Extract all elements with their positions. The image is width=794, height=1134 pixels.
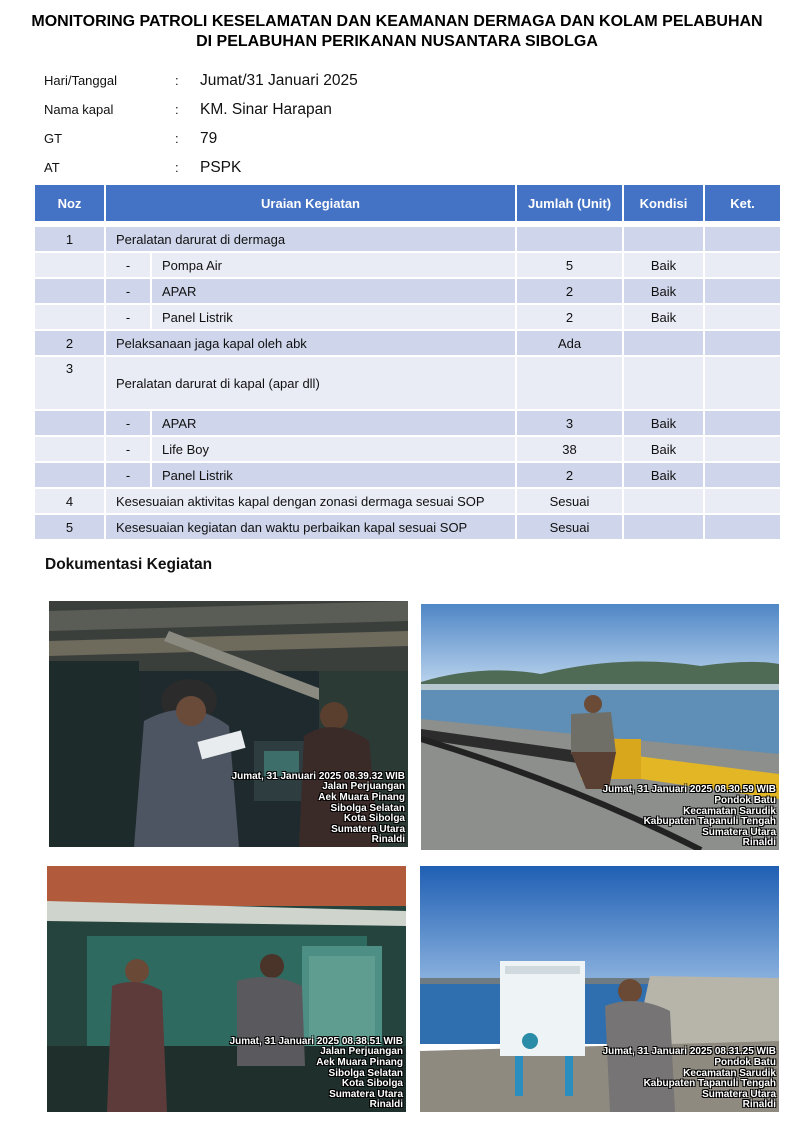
cell-ket (705, 513, 780, 539)
caption-line: Jalan Perjuangan (322, 781, 405, 793)
cell-uraian: APAR (152, 409, 517, 435)
caption-line: Sibolga Selatan (330, 802, 405, 814)
table-row (35, 461, 780, 487)
cell-no (35, 435, 106, 461)
caption-line: Kabupaten Tapanuli Tengah (643, 1078, 776, 1090)
meta-label: GT (44, 131, 63, 146)
caption-line: Aek Muara Pinang (318, 792, 405, 804)
cell-uraian: Panel Listrik (152, 461, 517, 487)
cell-uraian: Kesesuaian aktivitas kapal dengan zonasi dermaga sesuai SOP (106, 487, 517, 513)
meta-colon: : (175, 131, 179, 146)
cell-no: 3 (35, 355, 106, 409)
cell-ket (705, 277, 780, 303)
cell-kondisi: Baik (624, 409, 705, 435)
caption-line: Kota Sibolga (343, 813, 405, 825)
meta-label: AT (44, 160, 60, 175)
cell-uraian: Life Boy (152, 435, 517, 461)
header-no: Noz (35, 185, 106, 221)
caption-line: Jumat, 31 Januari 2025 08.30.59 WIB (602, 784, 776, 796)
table-row (35, 487, 780, 513)
table-row (35, 303, 780, 329)
cell-dash: - (106, 435, 152, 461)
meta-row-ship (44, 95, 544, 124)
photo-caption (230, 1037, 403, 1111)
cell-uraian: Peralatan darurat di dermaga (106, 221, 517, 251)
cell-kondisi: Baik (624, 435, 705, 461)
cell-ket (705, 251, 780, 277)
meta-colon: : (175, 160, 179, 175)
photo-dock-2 (420, 866, 779, 1112)
cell-kondisi (624, 355, 705, 409)
cell-dash: - (106, 303, 152, 329)
caption-line: Sumatera Utara (702, 1088, 776, 1100)
caption-line: Kecamatan Sarudik (683, 1067, 776, 1079)
caption-line: Sibolga Selatan (328, 1067, 403, 1079)
cell-jumlah: Ada (517, 329, 624, 355)
meta-row-gt (44, 124, 544, 153)
caption-line: Jalan Perjuangan (320, 1046, 403, 1058)
cell-uraian: Panel Listrik (152, 303, 517, 329)
cell-ket (705, 409, 780, 435)
caption-line: Rinaldi (742, 837, 776, 849)
meta-row-date (44, 66, 544, 95)
table-header-row (35, 185, 780, 221)
section-title: Dokumentasi Kegiatan (45, 556, 213, 573)
cell-dash: - (106, 251, 152, 277)
cell-jumlah: 3 (517, 409, 624, 435)
meta-value: KM. Sinar Harapan (200, 100, 332, 118)
caption-line: Kota Sibolga (341, 1078, 403, 1090)
cell-ket (705, 221, 780, 251)
cell-no: 1 (35, 221, 106, 251)
caption-line: Jumat, 31 Januari 2025 08.39.32 WIB (231, 770, 405, 782)
cell-jumlah: 2 (517, 461, 624, 487)
caption-line: Kecamatan Sarudik (683, 805, 776, 817)
photo-dock-1 (421, 604, 779, 850)
cell-ket (705, 303, 780, 329)
photo-interior-2 (47, 866, 406, 1112)
cell-dash: - (106, 277, 152, 303)
header-ket: Ket. (705, 185, 780, 221)
meta-label: Hari/Tanggal (44, 73, 117, 88)
meta-label: Nama kapal (44, 102, 114, 117)
table-row (35, 329, 780, 355)
cell-kondisi: Baik (624, 277, 705, 303)
cell-kondisi (624, 513, 705, 539)
cell-no: 5 (35, 513, 106, 539)
cell-kondisi: Baik (624, 461, 705, 487)
cell-kondisi: Baik (624, 251, 705, 277)
cell-jumlah: 2 (517, 303, 624, 329)
cell-no: 2 (35, 329, 106, 355)
cell-no (35, 251, 106, 277)
cell-kondisi (624, 329, 705, 355)
caption-line: Rinaldi (742, 1099, 776, 1111)
activity-table (35, 185, 780, 539)
caption-line: Sumatera Utara (329, 1088, 403, 1100)
cell-uraian: Pompa Air (152, 251, 517, 277)
cell-uraian: Peralatan darurat di kapal (apar dll) (106, 355, 517, 409)
table-row (35, 251, 780, 277)
meta-value: 79 (200, 129, 218, 147)
caption-line: Rinaldi (369, 1099, 403, 1111)
cell-ket (705, 355, 780, 409)
cell-jumlah: 5 (517, 251, 624, 277)
meta-colon: : (175, 102, 179, 117)
caption-line: Jumat, 31 Januari 2025 08.31.25 WIB (602, 1046, 776, 1058)
photo-caption (603, 1047, 776, 1111)
table-row (35, 355, 780, 409)
meta-colon: : (175, 73, 179, 88)
cell-jumlah: 38 (517, 435, 624, 461)
cell-kondisi: Baik (624, 303, 705, 329)
caption-line: Pondok Batu (714, 795, 776, 807)
table-row (35, 409, 780, 435)
title-line-2: DI PELABUHAN PERIKANAN NUSANTARA SIBOLGA (196, 33, 598, 50)
caption-line: Jumat, 31 Januari 2025 08.38.51 WIB (229, 1035, 403, 1047)
meta-value: PSPK (200, 158, 242, 176)
title-line-1: MONITORING PATROLI KESELAMATAN DAN KEAMANAN DERMAGA DAN KOLAM PELABUHAN (31, 13, 763, 30)
cell-uraian: Pelaksanaan jaga kapal oleh abk (106, 329, 517, 355)
cell-uraian: Kesesuaian kegiatan dan waktu perbaikan kapal sesuai SOP (106, 513, 517, 539)
photo-caption (603, 785, 776, 849)
cell-kondisi (624, 487, 705, 513)
cell-no (35, 303, 106, 329)
cell-jumlah (517, 355, 624, 409)
cell-kondisi (624, 221, 705, 251)
caption-line: Rinaldi (371, 834, 405, 846)
table-row (35, 513, 780, 539)
cell-ket (705, 435, 780, 461)
cell-jumlah (517, 221, 624, 251)
table-row (35, 435, 780, 461)
cell-jumlah: Sesuai (517, 487, 624, 513)
cell-ket (705, 329, 780, 355)
cell-jumlah: Sesuai (517, 513, 624, 539)
meta-value: Jumat/31 Januari 2025 (200, 71, 358, 89)
photo-interior-1 (49, 601, 408, 847)
caption-line: Sumatera Utara (331, 823, 405, 835)
cell-no (35, 277, 106, 303)
caption-line: Sumatera Utara (702, 826, 776, 838)
cell-no (35, 409, 106, 435)
caption-line: Kabupaten Tapanuli Tengah (643, 816, 776, 828)
header-jumlah: Jumlah (Unit) (517, 185, 624, 221)
header-kondisi: Kondisi (624, 185, 705, 221)
table-row (35, 277, 780, 303)
cell-ket (705, 487, 780, 513)
cell-jumlah: 2 (517, 277, 624, 303)
meta-info (44, 66, 544, 182)
header-uraian: Uraian Kegiatan (106, 185, 517, 221)
table-row (35, 221, 780, 251)
cell-no: 4 (35, 487, 106, 513)
cell-uraian: APAR (152, 277, 517, 303)
cell-dash: - (106, 461, 152, 487)
document-title (0, 12, 794, 52)
caption-line: Pondok Batu (714, 1057, 776, 1069)
meta-row-at (44, 153, 544, 182)
cell-ket (705, 461, 780, 487)
cell-dash: - (106, 409, 152, 435)
caption-line: Aek Muara Pinang (316, 1057, 403, 1069)
photo-caption (232, 772, 405, 846)
cell-no (35, 461, 106, 487)
